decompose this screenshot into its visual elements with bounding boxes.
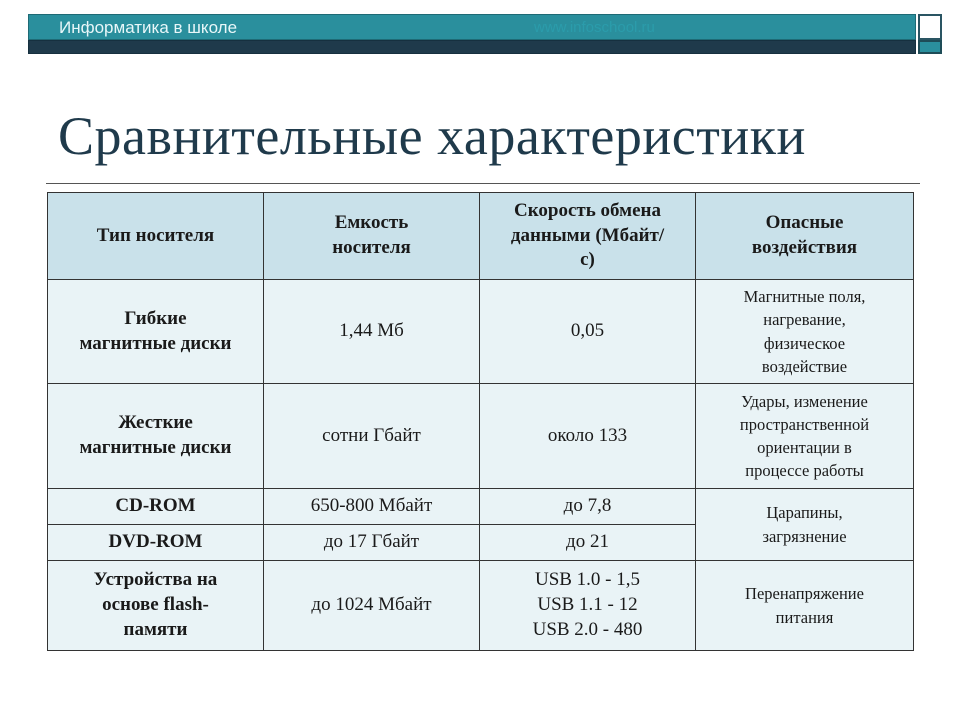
column-header-speed: Скорость обмена данными (Мбайт/ с): [480, 193, 696, 280]
cell-danger: Магнитные поля, нагревание, физическое воздействие: [696, 280, 914, 384]
cell-danger: Удары, изменение пространственной ориентации в процессе работы: [696, 384, 914, 489]
cell-danger: Перенапряжение питания: [696, 561, 914, 651]
cell-type: DVD-ROM: [48, 525, 264, 561]
table-row: [48, 384, 914, 489]
column-header-type: Тип носителя: [48, 193, 264, 280]
column-header-capacity: Емкость носителя: [264, 193, 480, 280]
title-divider: [46, 183, 920, 184]
cell-speed: до 7,8: [480, 489, 696, 525]
column-header-danger: Опасные воздействия: [696, 193, 914, 280]
cell-capacity: до 17 Гбайт: [264, 525, 480, 561]
table-header-row: [48, 193, 914, 280]
header-bar: [28, 14, 916, 40]
slide-title: Сравнительные характеристики: [58, 106, 806, 166]
cell-capacity: 1,44 Мб: [264, 280, 480, 384]
cell-speed: до 21: [480, 525, 696, 561]
site-link[interactable]: www.infoschool.ru: [534, 19, 655, 36]
cell-type: Гибкие магнитные диски: [48, 280, 264, 384]
table-row: [48, 561, 914, 651]
cell-speed: 0,05: [480, 280, 696, 384]
cell-capacity: до 1024 Мбайт: [264, 561, 480, 651]
course-name: Информатика в школе: [59, 18, 238, 37]
cell-type: CD-ROM: [48, 489, 264, 525]
header-stripe: [28, 40, 916, 54]
cell-speed: USB 1.0 - 1,5 USB 1.1 - 12 USB 2.0 - 480: [480, 561, 696, 651]
corner-square-decoration-lower: [918, 40, 942, 54]
cell-speed: около 133: [480, 384, 696, 489]
cell-type: Жесткие магнитные диски: [48, 384, 264, 489]
table-row: [48, 280, 914, 384]
cell-capacity: 650-800 Мбайт: [264, 489, 480, 525]
cell-danger: Царапины, загрязнение: [696, 489, 914, 561]
cell-capacity: сотни Гбайт: [264, 384, 480, 489]
cell-type: Устройства на основе flash- памяти: [48, 561, 264, 651]
corner-square-decoration: [918, 14, 942, 40]
table-row: [48, 489, 914, 525]
comparison-table: [47, 192, 914, 651]
